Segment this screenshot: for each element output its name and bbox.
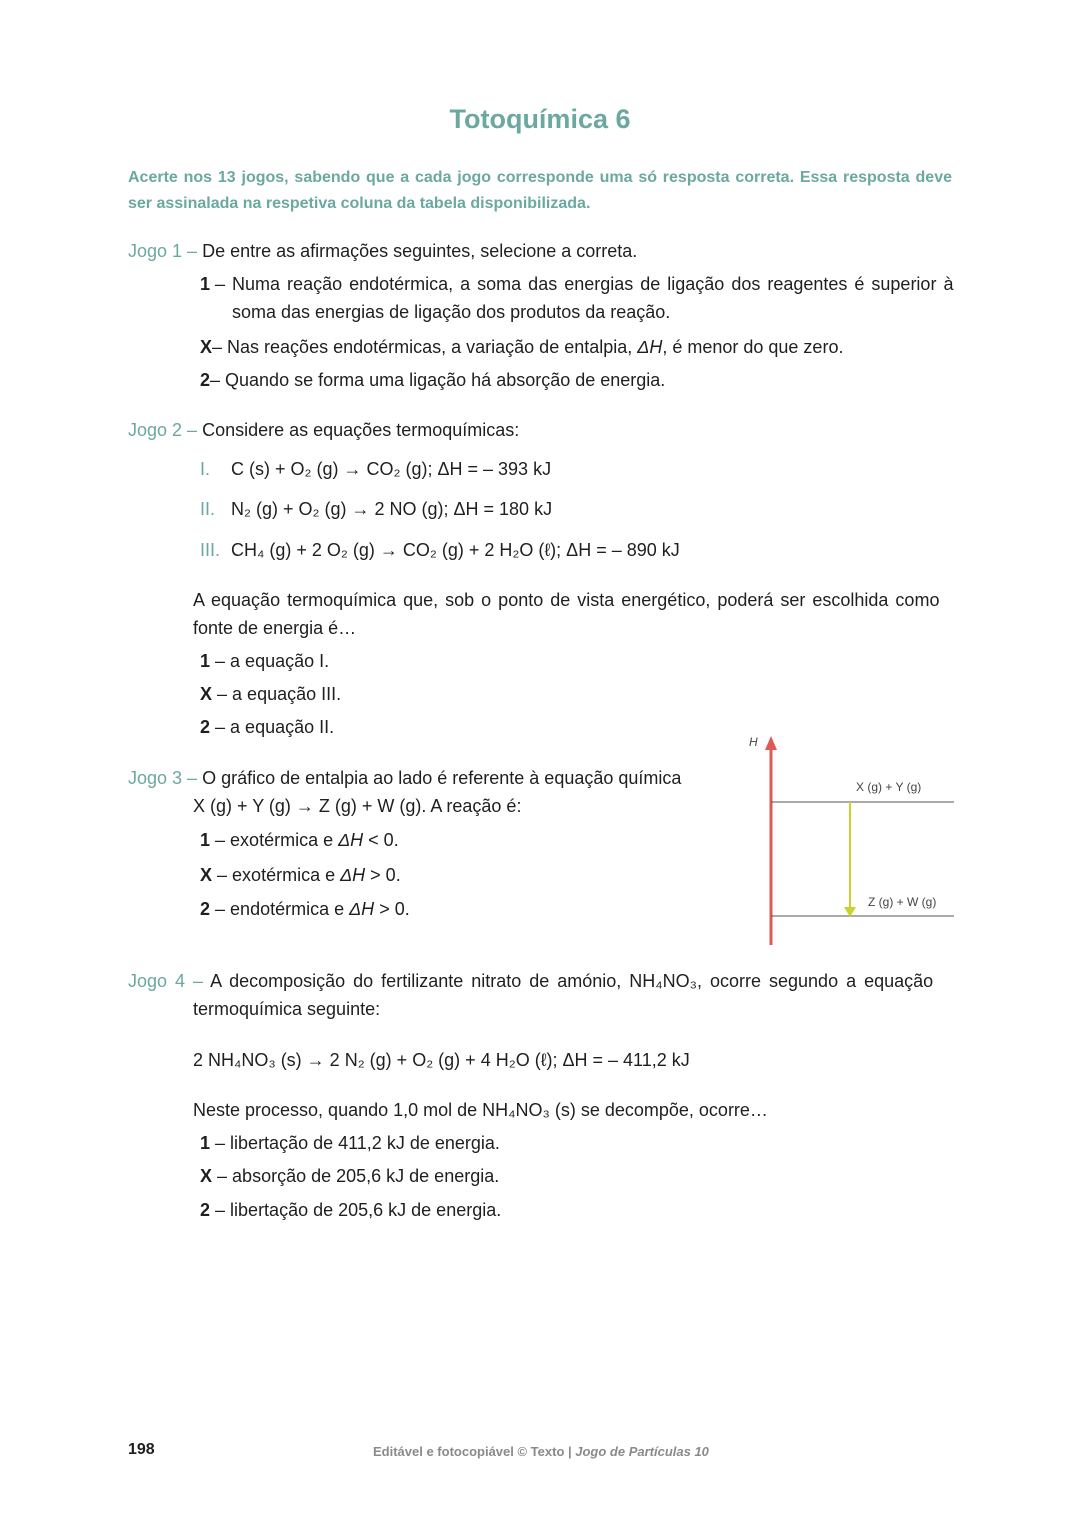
option-text: – a equação I. [215,651,330,671]
option-key: X [200,865,213,885]
jogo2-prompt: A equação termoquímica que, sob o ponto de vista energético, poderá ser escolhida como [193,590,940,610]
option-text: , é menor do que zero. [662,337,844,357]
option-key: 2 [200,370,211,390]
jogo3-question-cont: X (g) + Y (g) → Z (g) + W (g). A reação é: [193,796,522,816]
jogo2-label: Jogo 2 – [128,420,198,440]
option-text: > 0. [374,899,410,919]
jogo3-option-x [200,861,401,889]
jogo1-question-text: De entre as afirmações seguintes, selecione a correta. [202,241,638,261]
option-text: – Nas reações endotérmicas, a variação de entalpia, [212,337,638,357]
option-text: – Numa reação endotérmica, a soma das energias de ligação dos reagentes é superior à [215,274,954,294]
jogo4-equation: 2 NH₄NO₃ (s) → 2 N₂ (g) + O₂ (g) + 4 H₂O (ℓ); ΔH = – 411,2 kJ [193,1050,690,1070]
enthalpy-diagram [740,730,970,950]
option-text: – exotérmica e [217,865,341,885]
jogo2-question-text: Considere as equações termoquímicas: [202,420,520,440]
jogo1-label: Jogo 1 – [128,241,198,261]
jogo2-equation-3 [200,536,680,564]
equation-text: N₂ (g) + O₂ (g) → 2 NO (g); ΔH = 180 kJ [231,499,553,519]
jogo3-question-text: O gráfico de entalpia ao lado é referente à equação química [202,768,682,788]
equation-number: I. [200,459,211,479]
jogo3-option-2 [200,895,410,923]
delta-h: ΔH [349,899,375,919]
option-key: X [200,337,213,357]
jogo3-option-1 [200,826,399,854]
equation-text: CH₄ (g) + 2 O₂ (g) → CO₂ (g) + 2 H₂O (ℓ); ΔH = – 890 kJ [231,540,680,560]
jogo4-question [128,967,933,995]
jogo2-equation-1 [200,455,551,483]
page-title: Totoquímica 6 [449,104,631,134]
enthalpy-diagram-graphic [740,730,970,950]
footer-credit-text: Editável e fotocopiável © Texto | [373,1444,576,1459]
reactants-level-label: X (g) + Y (g) [856,780,922,794]
delta-h: ΔH [340,865,366,885]
jogo1-option-1-cont: soma das energias de ligação dos produtos da reação. [232,302,671,322]
jogo4-option-x [200,1162,499,1190]
jogo4-question-text: A decomposição do fertilizante nitrato de amónio, NH₄NO₃, ocorre segundo a equação [210,971,934,991]
jogo1-option-x [200,333,843,361]
delta-h: ΔH [338,830,364,850]
delta-h: ΔH [637,337,663,357]
option-text: – a equação III. [217,684,342,704]
jogo3-question [128,764,681,792]
products-level-label: Z (g) + W (g) [868,895,937,909]
jogo3-label: Jogo 3 – [128,768,198,788]
option-key: X [200,1166,213,1186]
option-text: – libertação de 411,2 kJ de energia. [215,1133,500,1153]
option-text: < 0. [363,830,399,850]
jogo2-option-x [200,680,341,708]
enthalpy-axis-label: H [749,735,758,749]
jogo4-question-cont: termoquímica seguinte: [193,999,381,1019]
option-key: 1 [200,1133,211,1153]
option-text: – libertação de 205,6 kJ de energia. [215,1200,502,1220]
jogo1-question [128,237,637,265]
jogo4-label: Jogo 4 – [128,971,204,991]
jogo4-option-2 [200,1196,501,1224]
instructions: Acerte nos 13 jogos, sabendo que a cada jogo corresponde uma só resposta correta. Essa resposta deve ser assinalada na respetiva coluna da tabela disponibilizada. [128,169,952,212]
footer-credit [373,1444,709,1459]
equation-number: III. [200,540,221,560]
jogo4-option-1 [200,1129,500,1157]
option-key: 1 [200,651,211,671]
equation-text: C (s) + O₂ (g) → CO₂ (g); ΔH = – 393 kJ [231,459,552,479]
option-text: – exotérmica e [215,830,339,850]
jogo2-question [128,416,519,444]
footer-book-title: Jogo de Partículas 10 [575,1444,709,1459]
option-key: 2 [200,717,211,737]
option-text: – Quando se forma uma ligação há absorção de energia. [210,370,666,390]
page-number: 198 [128,1441,155,1458]
option-key: 2 [200,899,211,919]
jogo1-option-2 [200,366,665,394]
option-key: 1 [200,274,211,294]
option-key: 1 [200,830,211,850]
option-key: X [200,684,213,704]
jogo4-prompt: Neste processo, quando 1,0 mol de NH₄NO₃ (s) se decompõe, ocorre… [193,1100,768,1120]
option-key: 2 [200,1200,211,1220]
option-text: – absorção de 205,6 kJ de energia. [217,1166,500,1186]
jogo2-option-1 [200,647,329,675]
jogo2-option-2 [200,713,334,741]
equation-number: II. [200,499,216,519]
jogo1-option-1 [200,270,953,298]
option-text: > 0. [365,865,401,885]
jogo2-prompt-cont: fonte de energia é… [193,618,357,638]
option-text: – a equação II. [215,717,335,737]
option-text: – endotérmica e [215,899,350,919]
jogo2-equation-2 [200,495,552,523]
